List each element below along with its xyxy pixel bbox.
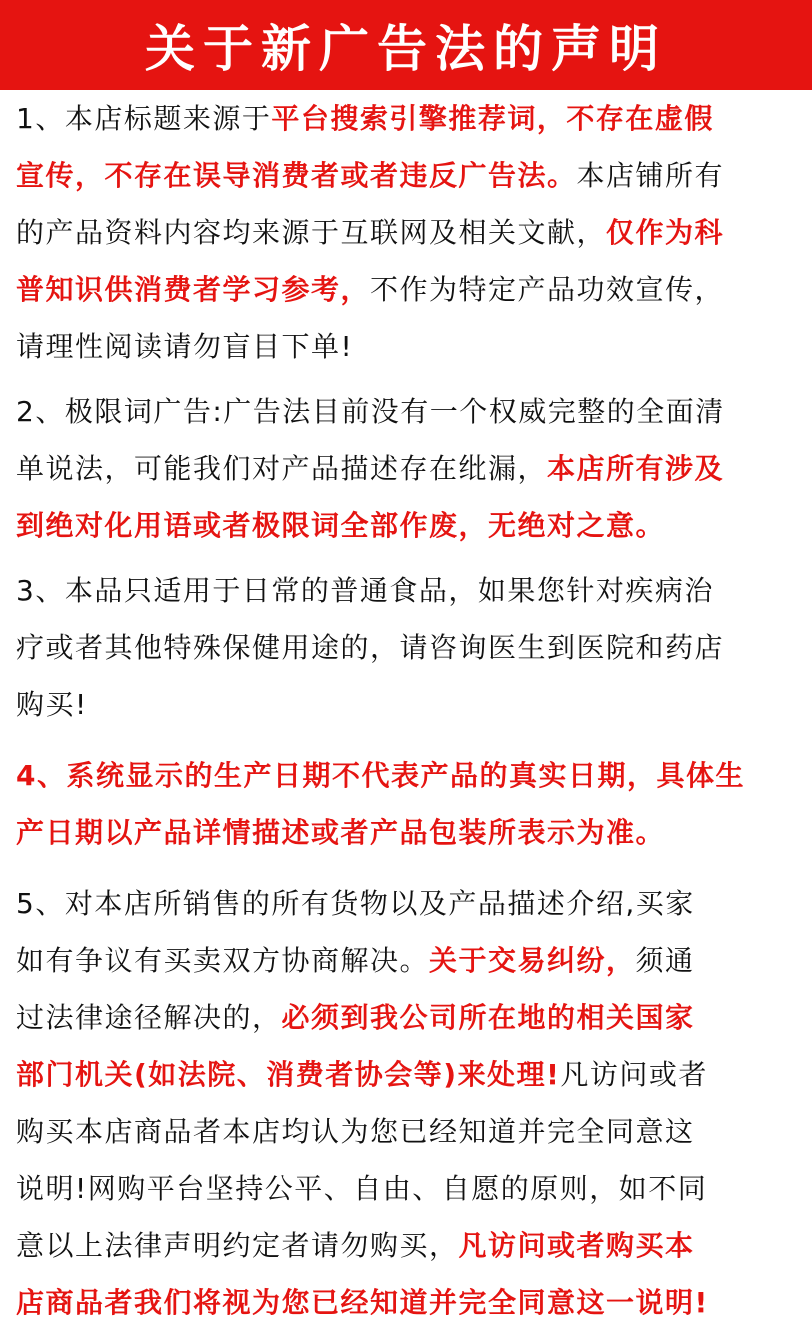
statement-line: [16, 1274, 796, 1331]
paragraph-5: [16, 875, 796, 1331]
body-text: 购买!: [16, 688, 88, 721]
statement-line: [16, 261, 796, 318]
statement-line: [16, 440, 796, 497]
highlighted-text: 仅作为科: [606, 216, 725, 249]
highlighted-text: 部门机关(如法院、消费者协会等)来处理!: [16, 1058, 561, 1091]
body-text: 说明!网购平台坚持公平、自由、自愿的原则，如不同: [16, 1172, 708, 1205]
paragraph-spacer: [16, 733, 796, 747]
body-text: 疗或者其他特殊保健用途的，请咨询医生到医院和药店: [16, 631, 725, 664]
statement-line: [16, 1103, 796, 1160]
highlighted-text: 本店所有涉及: [547, 452, 725, 485]
highlighted-text: 到绝对化用语或者极限词全部作废，无绝对之意。: [16, 509, 666, 542]
title-banner: [0, 0, 812, 90]
body-text: 本店铺所有: [576, 159, 725, 192]
statement-line: [16, 1217, 796, 1274]
statement-line: [16, 1046, 796, 1103]
body-text: 须通: [635, 944, 695, 977]
body-text: 单说法，可能我们对产品描述存在纰漏，: [16, 452, 548, 485]
statement-line: [16, 747, 796, 804]
highlighted-text: 4、系统显示的生产日期不代表产品的真实日期，具体生: [16, 759, 745, 792]
statement-line: [16, 562, 796, 619]
highlighted-text: 凡访问或者购买本: [458, 1229, 695, 1262]
body-text: 如有争议有买卖双方协商解决。: [16, 944, 430, 977]
statement-line: [16, 1160, 796, 1217]
statement-line: [16, 932, 796, 989]
statement-line: [16, 989, 796, 1046]
statement-line: [16, 875, 796, 932]
highlighted-text: 普知识供消费者学习参考，: [16, 273, 371, 306]
statement-line: [16, 497, 796, 554]
body-text: 过法律途径解决的，: [16, 1001, 282, 1034]
paragraph-3: [16, 562, 796, 733]
highlighted-text: 必须到我公司所在地的相关国家: [281, 1001, 695, 1034]
statement-line: [16, 204, 796, 261]
body-text: 2、极限词广告:广告法目前没有一个权威完整的全面清: [16, 395, 725, 428]
body-text: 请理性阅读请勿盲目下单!: [16, 330, 354, 363]
statement-body: [0, 90, 796, 1331]
body-text: 3、本品只适用于日常的普通食品，如果您针对疾病治: [16, 574, 714, 607]
highlighted-text: 店商品者我们将视为您已经知道并完全同意这一说明!: [16, 1286, 709, 1319]
statement-line: [16, 383, 796, 440]
statement-line: [16, 804, 796, 861]
body-text: 凡访问或者: [560, 1058, 708, 1091]
paragraph-spacer: [16, 375, 796, 383]
statement-line: [16, 90, 796, 147]
statement-line: [16, 147, 796, 204]
body-text: 1、本店标题来源于: [16, 102, 272, 135]
page-title: 关于新广告法的声明: [145, 20, 667, 78]
highlighted-text: 平台搜索引擎推荐词，不存在虚假: [271, 102, 714, 135]
highlighted-text: 产日期以产品详情描述或者产品包装所表示为准。: [16, 816, 666, 849]
paragraph-1: [16, 90, 796, 375]
statement-line: [16, 619, 796, 676]
body-text: 5、对本店所销售的所有货物以及产品描述介绍,买家: [16, 887, 695, 920]
statement-line: [16, 318, 796, 375]
body-text: 不作为特定产品功效宣传，: [370, 273, 725, 306]
paragraph-2: [16, 383, 796, 554]
paragraph-spacer: [16, 861, 796, 875]
body-text: 购买本店商品者本店均认为您已经知道并完全同意这: [16, 1115, 695, 1148]
paragraph-spacer: [16, 554, 796, 562]
statement-line: [16, 676, 796, 733]
paragraph-4: [16, 747, 796, 861]
highlighted-text: 关于交易纠纷，: [429, 944, 636, 977]
body-text: 意以上法律声明约定者请勿购买，: [16, 1229, 459, 1262]
highlighted-text: 宣传，不存在误导消费者或者违反广告法。: [16, 159, 577, 192]
body-text: 的产品资料内容均来源于互联网及相关文献，: [16, 216, 607, 249]
